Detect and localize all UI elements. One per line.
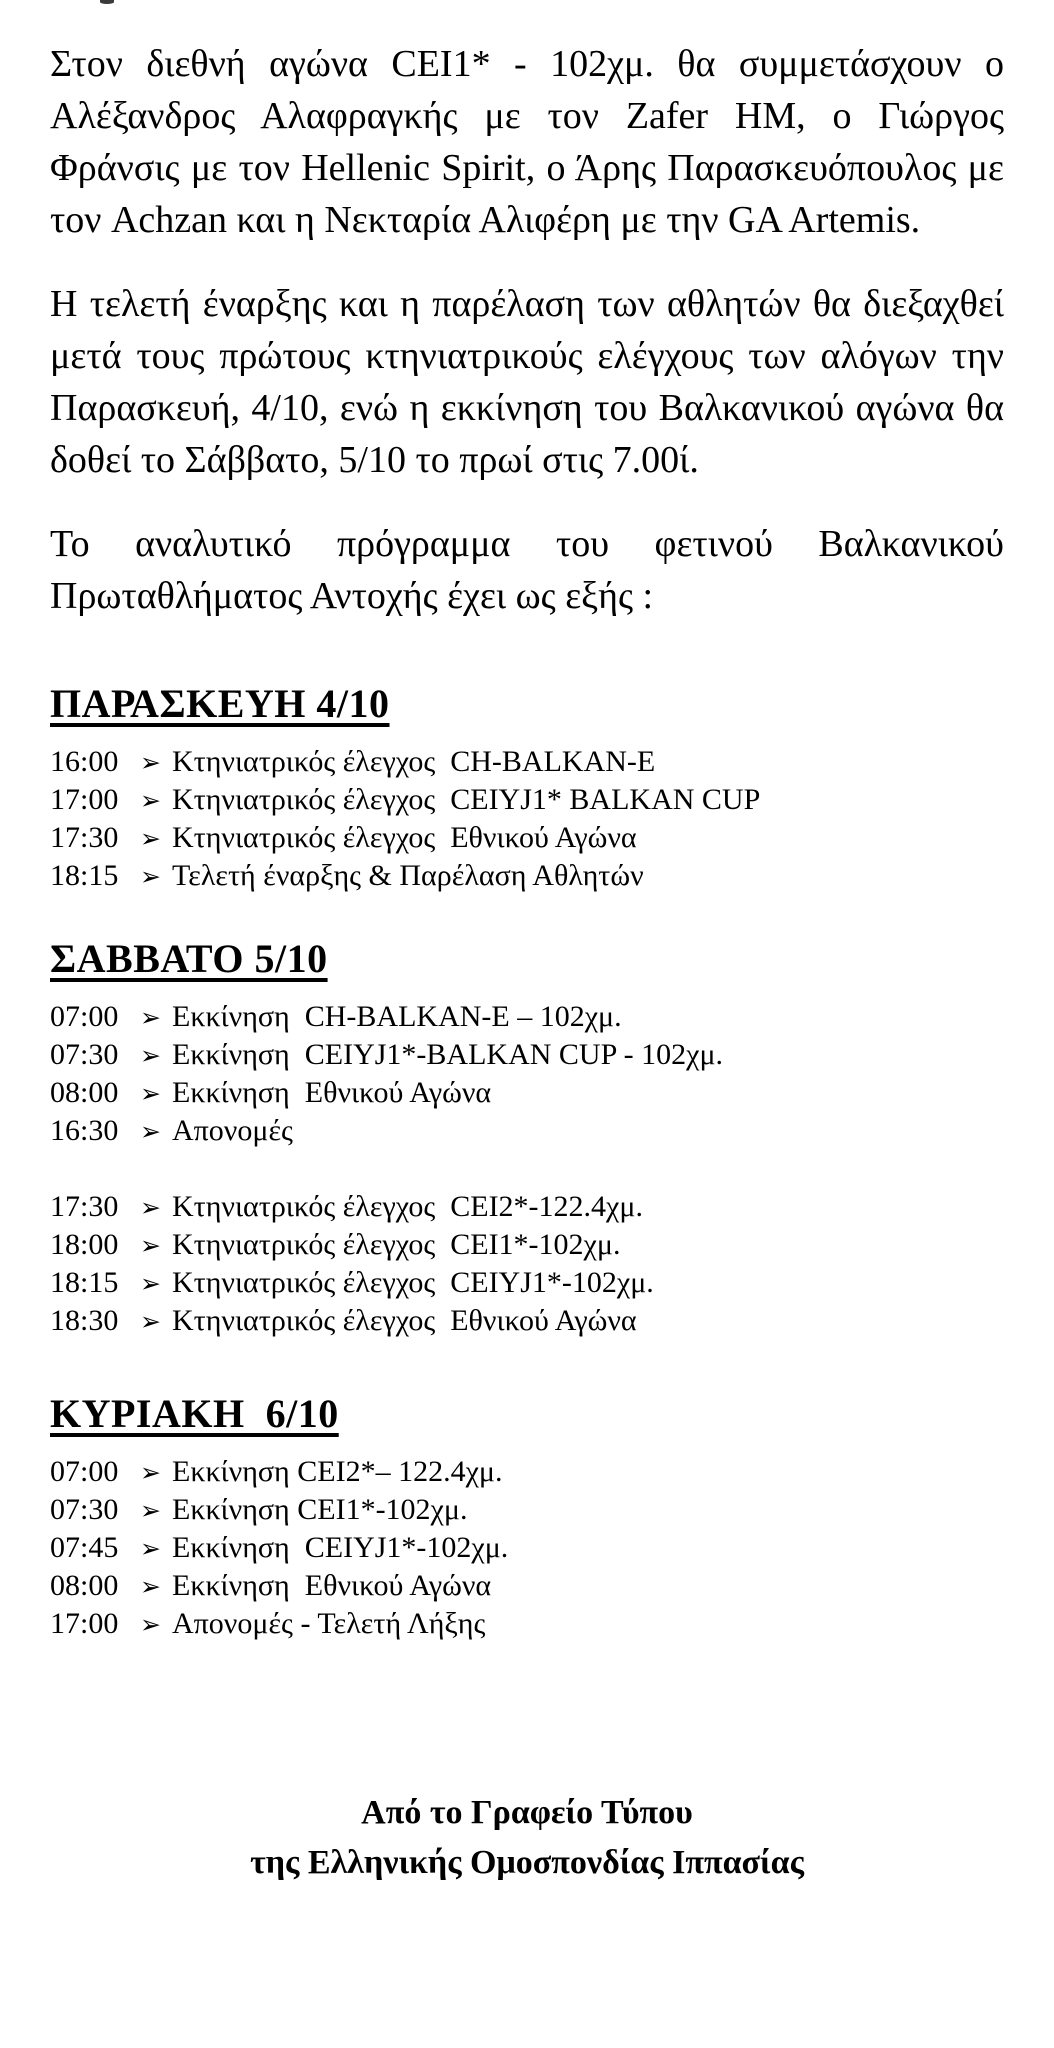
event-label: Εκκίνηση CEI2*– 122.4χμ. <box>172 1455 503 1488</box>
time-cell: 18:15 <box>50 1266 119 1299</box>
time-cell: 16:00 <box>50 745 119 778</box>
schedule-day-friday <box>50 680 1004 895</box>
footer-line-2: της Ελληνικής Ομοσπονδίας Ιππασίας <box>250 1844 804 1881</box>
arrow-bullet-icon: ➢ <box>140 1610 161 1639</box>
schedule-row <box>50 743 1004 781</box>
event-label: Κτηνιατρικός έλεγχος Εθνικού Αγώνα <box>172 821 637 854</box>
schedule-row <box>50 1567 1004 1605</box>
time-cell: 17:00 <box>50 783 119 816</box>
time-cell: 17:30 <box>50 1190 119 1223</box>
time-cell: 07:45 <box>50 1531 119 1564</box>
arrow-bullet-icon: ➢ <box>140 786 161 815</box>
event-label: Κτηνιατρικός έλεγχος CEI2*-122.4χμ. <box>172 1190 643 1223</box>
schedule-row <box>50 1226 1004 1264</box>
day-title-sunday: ΚΥΡΙΑΚΗ 6/10 <box>50 1391 339 1436</box>
schedule-row <box>50 1112 1004 1150</box>
schedule-row <box>50 1302 1004 1340</box>
arrow-bullet-icon: ➢ <box>140 748 161 777</box>
time-cell: 16:30 <box>50 1114 119 1147</box>
time-cell: 08:00 <box>50 1569 119 1602</box>
event-label: Απονομές - Τελετή Λήξης <box>172 1607 486 1640</box>
time-cell: 17:00 <box>50 1607 119 1640</box>
event-label: Κτηνιατρικός έλεγχος CEIYJ1* BALKAN CUP <box>172 783 761 816</box>
arrow-bullet-icon: ➢ <box>140 1307 161 1336</box>
event-label: Εκκίνηση CEIYJ1*-BALKAN CUP - 102χμ. <box>172 1038 724 1071</box>
arrow-bullet-icon: ➢ <box>140 1079 161 1108</box>
arrow-bullet-icon: ➢ <box>140 1231 161 1260</box>
time-cell: 18:00 <box>50 1228 119 1261</box>
schedule-row <box>50 1036 1004 1074</box>
arrow-bullet-icon: ➢ <box>140 1496 161 1525</box>
page-edge-artifact <box>100 0 114 4</box>
time-cell: 18:30 <box>50 1304 119 1337</box>
event-label: Εκκίνηση Εθνικού Αγώνα <box>172 1076 492 1109</box>
paragraph-opening-ceremony: Η τελετή έναρξης και η παρέλαση των αθλητών θα διεξαχθεί μετά τους πρώτους κτηνιατρικούς ελέγχους των αλόγων την Παρασκευή, 4/10, ενώ η εκκίνηση του Βαλκανικού αγώνα θα δοθεί το Σάββατο, 5/10 το πρωί στις 7.00ί. <box>50 283 1004 481</box>
footer-line-1: Από το Γραφείο Τύπου <box>361 1794 693 1831</box>
arrow-bullet-icon: ➢ <box>140 1003 161 1032</box>
schedule-row <box>50 819 1004 857</box>
schedule-row <box>50 1188 1004 1226</box>
arrow-bullet-icon: ➢ <box>140 824 161 853</box>
press-office-signature <box>50 1788 1004 1888</box>
schedule-group-gap <box>50 1150 1004 1188</box>
day-title-friday: ΠΑΡΑΣΚΕΥΗ 4/10 <box>50 681 390 726</box>
schedule-row <box>50 1605 1004 1643</box>
schedule-day-sunday <box>50 1390 1004 1643</box>
schedule-row <box>50 1074 1004 1112</box>
schedule-row <box>50 1453 1004 1491</box>
time-cell: 07:00 <box>50 1455 119 1488</box>
schedule-row <box>50 1264 1004 1302</box>
event-label: Εκκίνηση Εθνικού Αγώνα <box>172 1569 492 1602</box>
arrow-bullet-icon: ➢ <box>140 1572 161 1601</box>
arrow-bullet-icon: ➢ <box>140 862 161 891</box>
event-label: Τελετή έναρξης & Παρέλαση Αθλητών <box>172 859 644 892</box>
arrow-bullet-icon: ➢ <box>140 1117 161 1146</box>
paragraph-schedule-intro: Το αναλυτικό πρόγραμμα του φετινού Βαλκανικού Πρωταθλήματος Αντοχής έχει ως εξής : <box>50 523 1004 617</box>
schedule-row <box>50 857 1004 895</box>
time-cell: 18:15 <box>50 859 119 892</box>
time-cell: 07:30 <box>50 1038 119 1071</box>
schedule-row <box>50 1529 1004 1567</box>
schedule-row <box>50 1491 1004 1529</box>
event-label: Απονομές <box>172 1114 293 1147</box>
event-label: Εκκίνηση CEI1*-102χμ. <box>172 1493 468 1526</box>
schedule-row <box>50 781 1004 819</box>
time-cell: 07:00 <box>50 1000 119 1033</box>
event-label: Κτηνιατρικός έλεγχος CH-BALKAN-E <box>172 745 656 778</box>
time-cell: 17:30 <box>50 821 119 854</box>
time-cell: 08:00 <box>50 1076 119 1109</box>
event-label: Κτηνιατρικός έλεγχος CEI1*-102χμ. <box>172 1228 621 1261</box>
day-title-saturday: ΣΑΒΒΑΤΟ 5/10 <box>50 936 328 981</box>
event-label: Κτηνιατρικός έλεγχος Εθνικού Αγώνα <box>172 1304 637 1337</box>
arrow-bullet-icon: ➢ <box>140 1193 161 1222</box>
paragraph-participants: Στον διεθνή αγώνα CEI1* - 102χμ. θα συμμετάσχουν ο Αλέξανδρος Αλαφραγκής με τον Zafer HM, ο Γιώργος Φράνσις με τον Hellenic Spirit, ο Άρης Παρασκευόπουλος με τον Achzan και η Νεκταρία Αλιφέρη με την GA Artemis. <box>50 43 1004 241</box>
schedule-day-saturday <box>50 935 1004 1340</box>
arrow-bullet-icon: ➢ <box>140 1534 161 1563</box>
arrow-bullet-icon: ➢ <box>140 1269 161 1298</box>
schedule-row <box>50 998 1004 1036</box>
time-cell: 07:30 <box>50 1493 119 1526</box>
arrow-bullet-icon: ➢ <box>140 1041 161 1070</box>
event-label: Κτηνιατρικός έλεγχος CEIYJ1*-102χμ. <box>172 1266 654 1299</box>
arrow-bullet-icon: ➢ <box>140 1458 161 1487</box>
event-label: Εκκίνηση CH-BALKAN-E – 102χμ. <box>172 1000 622 1033</box>
event-label: Εκκίνηση CEIYJ1*-102χμ. <box>172 1531 509 1564</box>
